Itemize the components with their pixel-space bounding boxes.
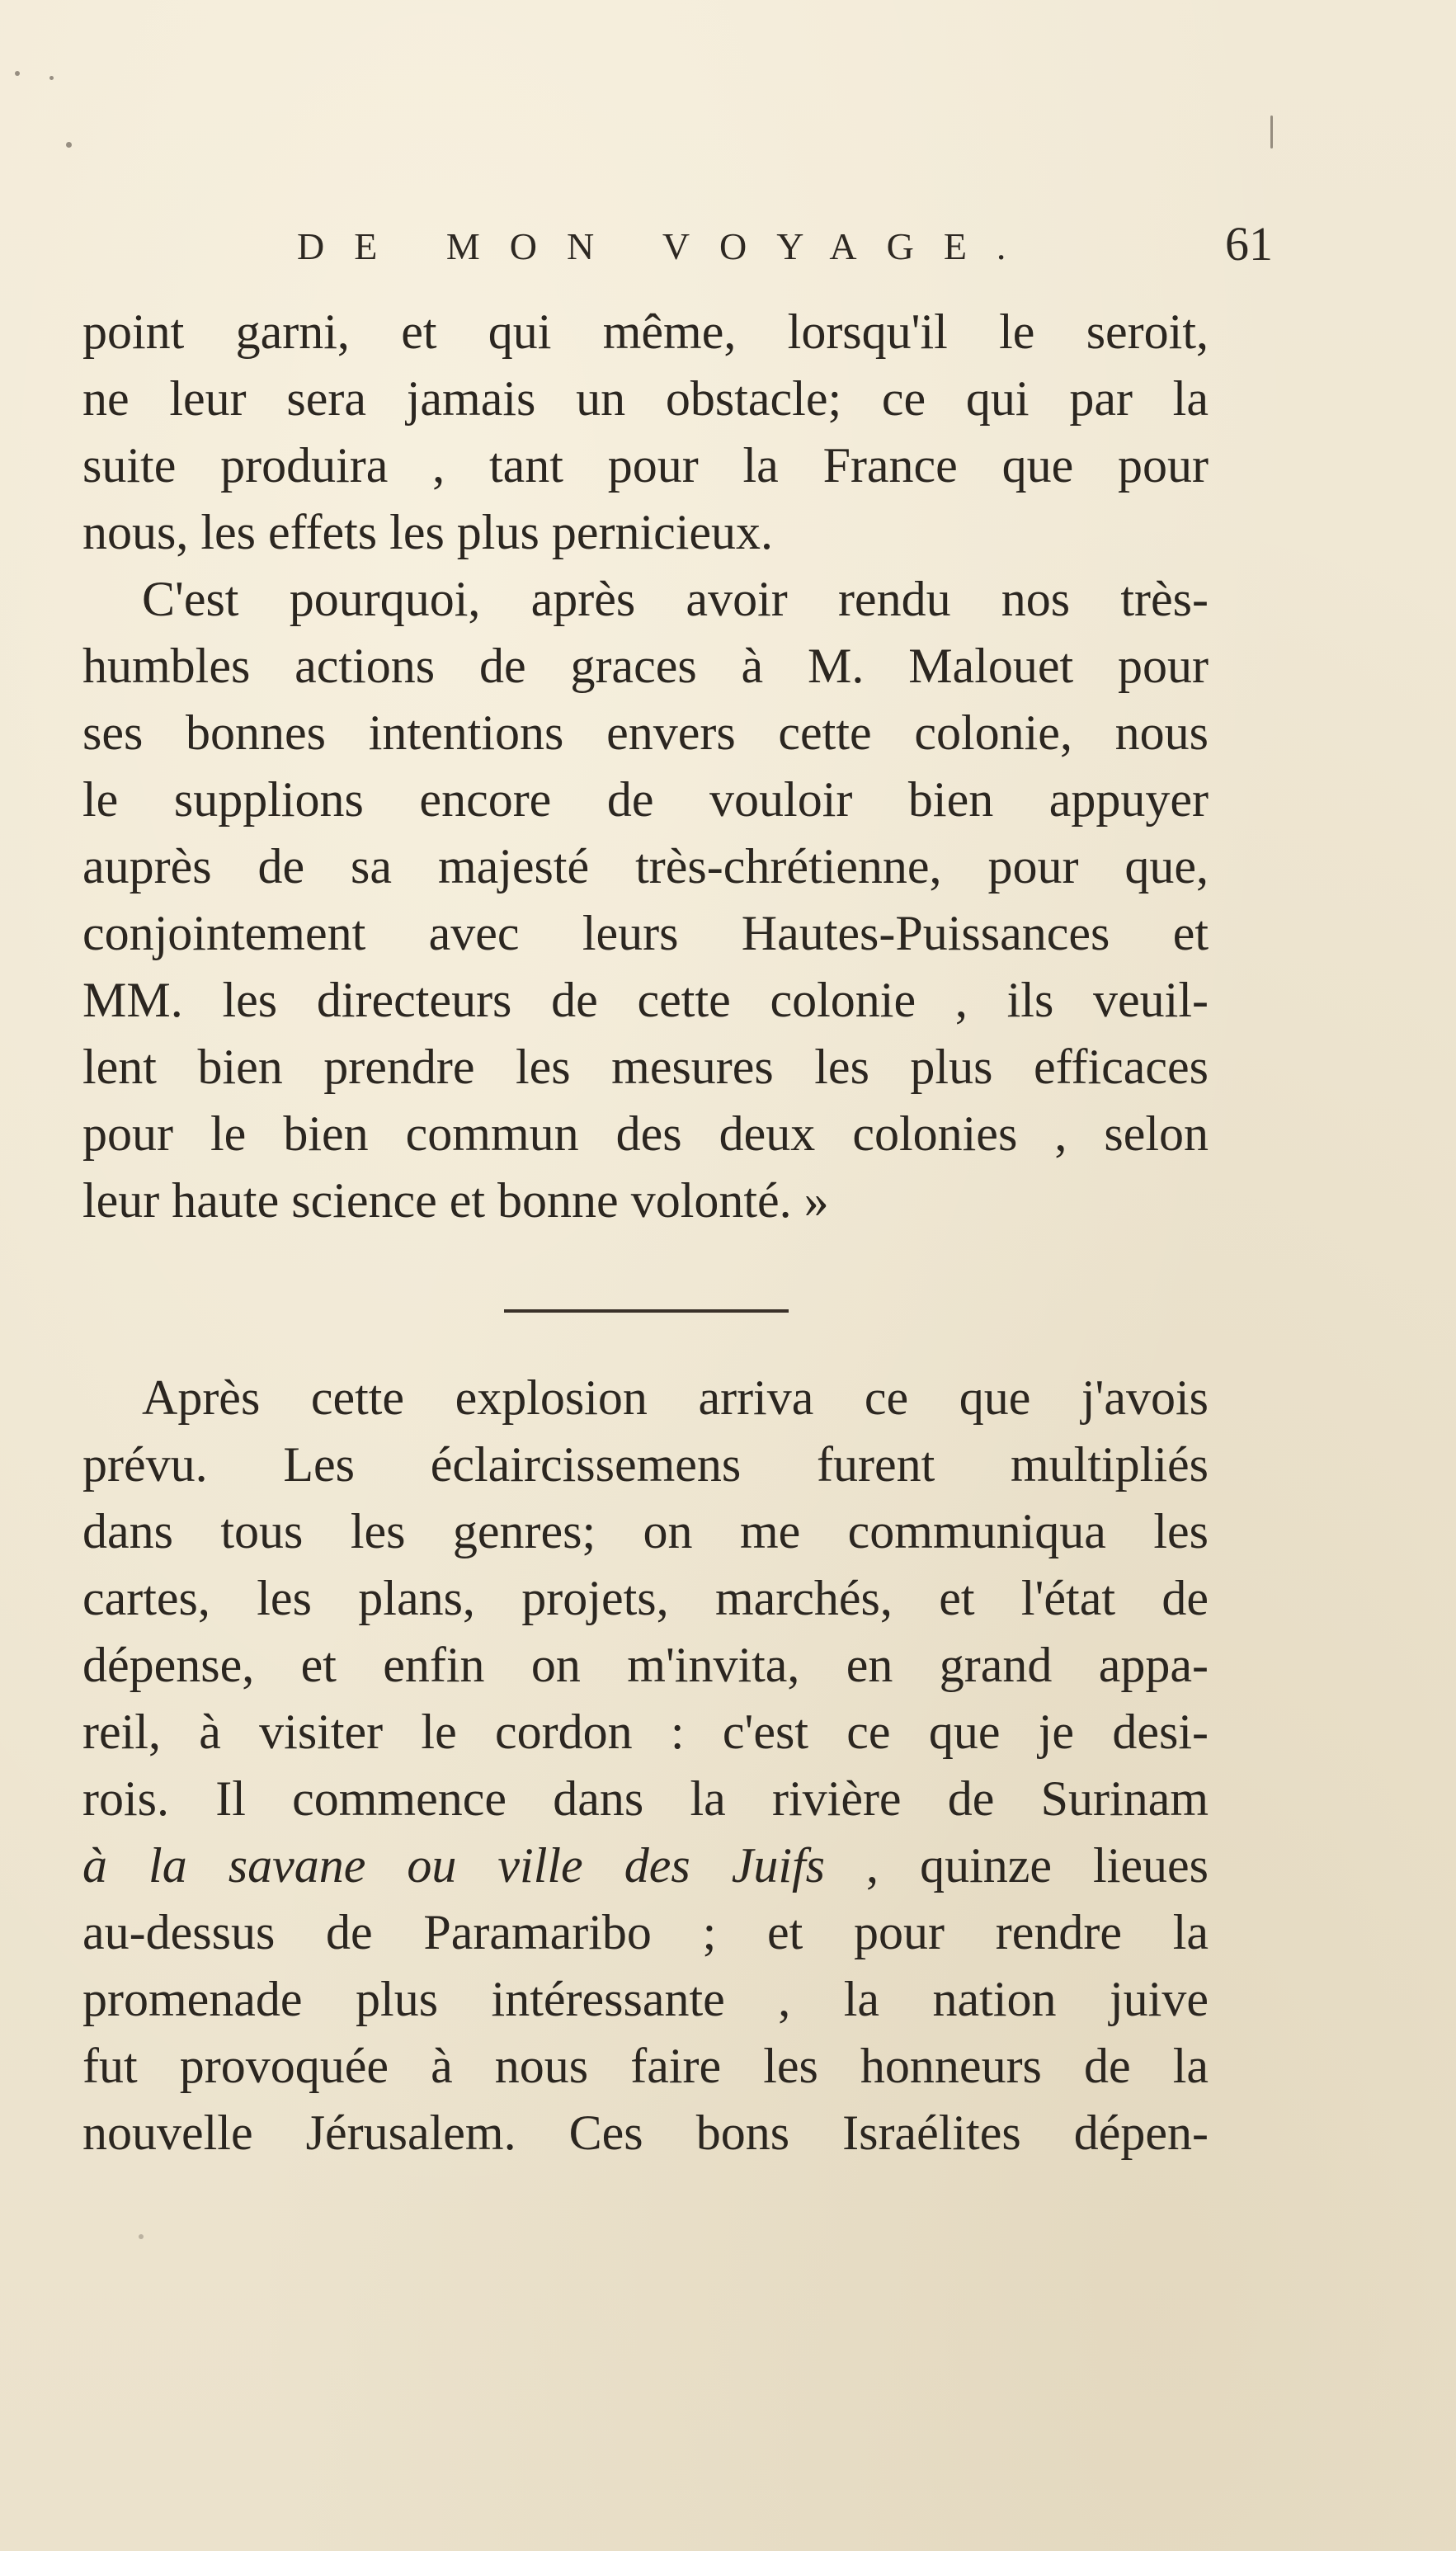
- text-block-lower: [82, 1365, 1209, 2167]
- text-line: le supplions encore de vouloir bien appuyer: [82, 772, 1209, 827]
- text-line: au-dessus de Paramaribo ; et pour rendre la: [82, 1905, 1209, 1959]
- running-header: DE MON VOYAGE.: [297, 225, 1036, 267]
- text-fragment: , quinze lieues: [825, 1838, 1209, 1893]
- text-line-mixed: [82, 1832, 1209, 1899]
- text-line: prévu. Les éclaircissemens furent multipliés: [82, 1437, 1209, 1492]
- paper-speck: [1270, 116, 1273, 149]
- text-line: suite produira , tant pour la France que pour: [82, 438, 1209, 493]
- text-line: pour le bien commun des deux colonies , selon: [82, 1106, 1209, 1161]
- text-line: Après cette explosion arriva ce que j'avois: [142, 1370, 1209, 1425]
- text-line: lent bien prendre les mesures les plus efficaces: [82, 1040, 1209, 1094]
- text-line: conjointement avec leurs Hautes-Puissances et: [82, 906, 1209, 960]
- paper-speck: [49, 76, 54, 80]
- italic-place-name: à la savane ou ville des Juifs: [82, 1838, 826, 1893]
- text-line: dépense, et enfin on m'invita, en grand appa-: [82, 1638, 1209, 1692]
- text-line: leur haute science et bonne volonté. »: [82, 1173, 829, 1228]
- text-line: rois. Il commence dans la rivière de Surinam: [82, 1771, 1209, 1826]
- text-line: cartes, les plans, projets, marchés, et l'état de: [82, 1571, 1209, 1625]
- text-line: MM. les directeurs de cette colonie , ils veuil-: [82, 973, 1209, 1027]
- paper-speck: [66, 142, 72, 148]
- text-line: fut provoquée à nous faire les honneurs de la: [82, 2039, 1209, 2093]
- text-block-upper: [82, 299, 1209, 1234]
- section-divider: [504, 1309, 789, 1313]
- text-line: nouvelle Jérusalem. Ces bons Israélites dépen-: [82, 2105, 1209, 2160]
- paper-speck: [15, 71, 20, 76]
- text-line: nous, les effets les plus pernicieux.: [82, 505, 774, 559]
- text-line: C'est pourquoi, après avoir rendu nos très-: [142, 572, 1209, 626]
- text-line: point garni, et qui même, lorsqu'il le seroit,: [82, 304, 1209, 359]
- paper-speck: [139, 2234, 144, 2239]
- text-line: dans tous les genres; on me communiqua les: [82, 1504, 1209, 1558]
- text-line: ne leur sera jamais un obstacle; ce qui par la: [82, 371, 1209, 426]
- text-line: ses bonnes intentions envers cette colonie, nous: [82, 705, 1209, 760]
- page-number: 61: [1225, 217, 1273, 271]
- text-line: reil, à visiter le cordon : c'est ce que je desi-: [82, 1705, 1209, 1759]
- text-line: humbles actions de graces à M. Malouet pour: [82, 639, 1209, 693]
- text-line: promenade plus intéressante , la nation juive: [82, 1972, 1209, 2026]
- text-line: auprès de sa majesté très-chrétienne, pour que,: [82, 839, 1209, 894]
